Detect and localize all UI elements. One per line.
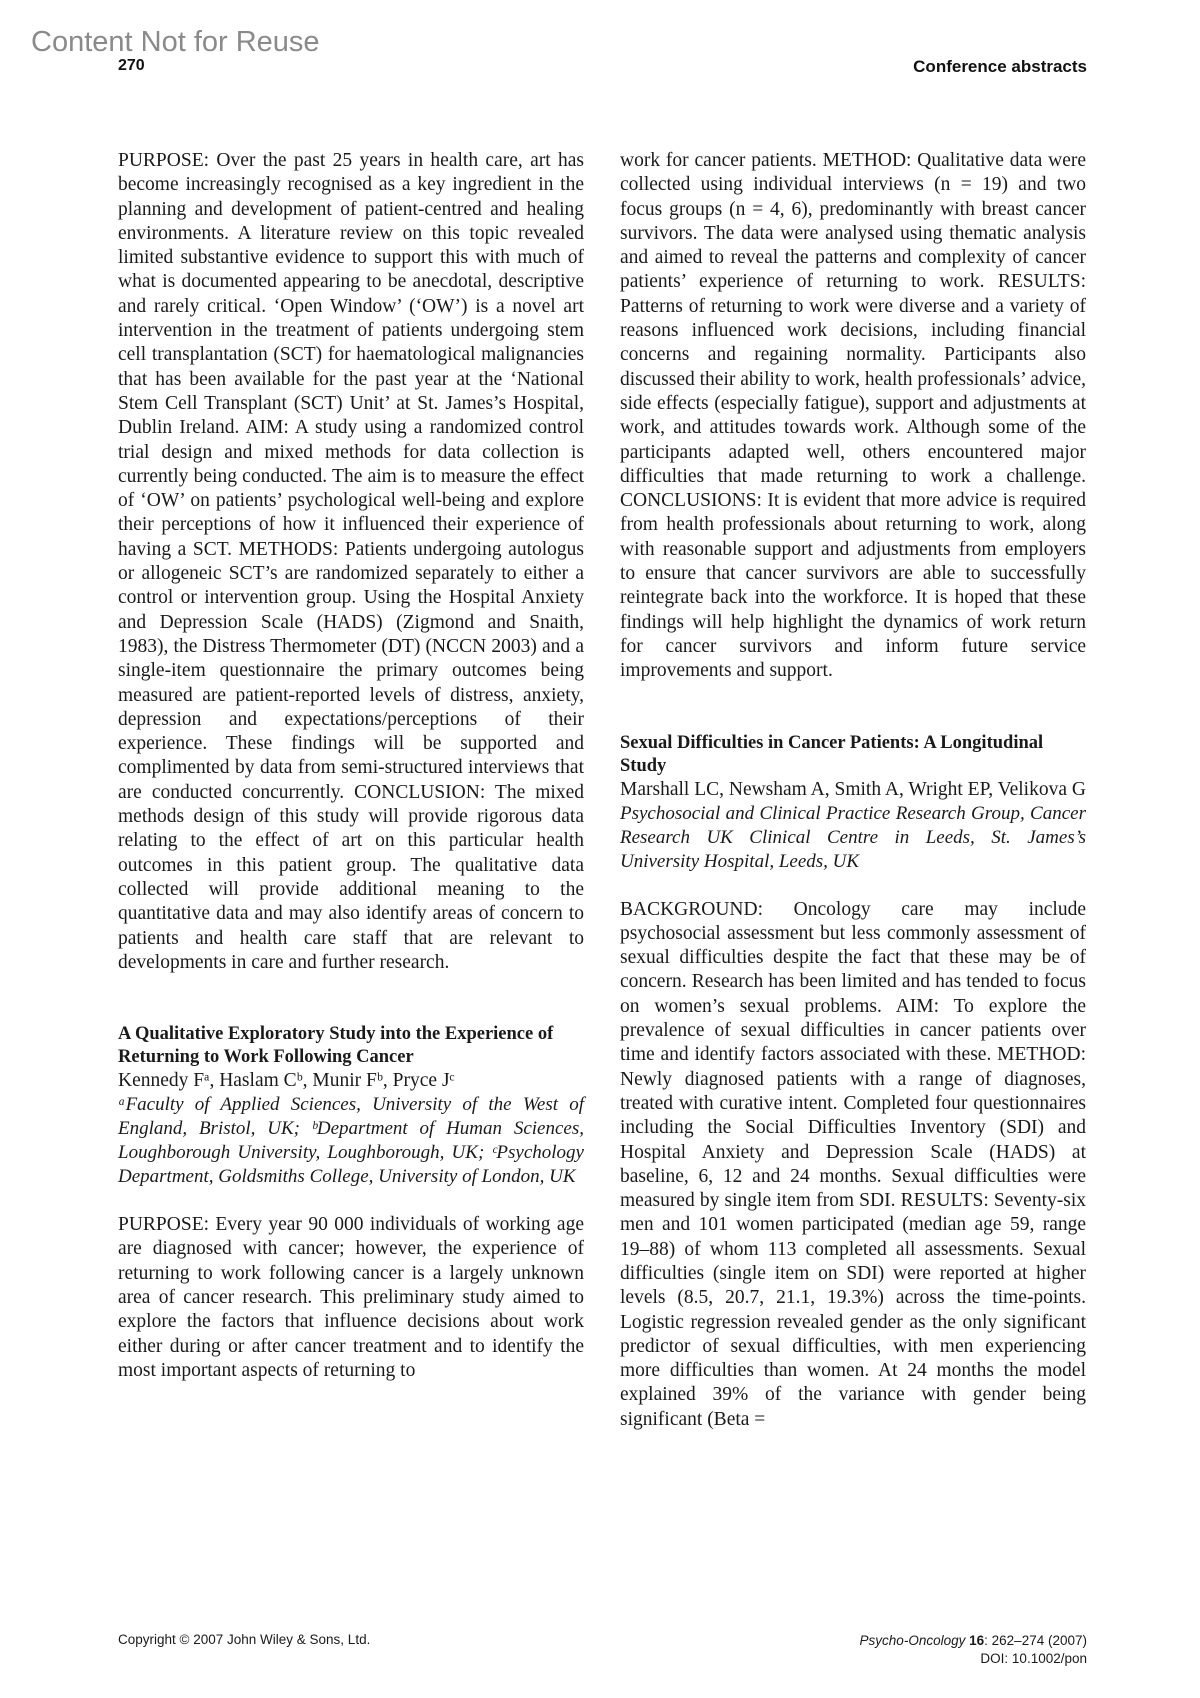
journal-pages: : 262–274 (2007) (984, 1633, 1087, 1648)
article-affiliations: ᵃFaculty of Applied Sciences, University of the West of England, Bristol, UK; ᵇDepartment of Human Sciences, Loughborough University, Loughborough, UK; ᶜPsychology Department, Goldsmiths College, University of London, UK (118, 1094, 584, 1188)
article-body: BACKGROUND: Oncology care may include psychosocial assessment but less commonly assessment of sexual difficulties despite the fact that these may be of concern. Research has been limited and has tended to focus on women’s sexual problems. AIM: To explore the prevalence of sexual difficulties in cancer patients over time and identify factors associated with these. METHOD: Newly diagnosed patients with a range of diagnoses, treated with curative intent. Completed four questionnaires including the Social Difficulties Inventory (SDI) and Hospital Anxiety and Depression Scale (HADS) at baseline, 6, 12 and 24 months. Sexual difficulties were measured by single item from SDI. RESULTS: Seventy-six men and 101 women participated (median age 59, range 19–88) of whom 113 completed all assessments. Sexual difficulties (single item on SDI) were reported at higher levels (8.5, 20.7, 21.1, 19.3%) across the time-points. Logistic regression revealed gender as the only significant predictor of sexual difficulties, with men experiencing more difficulties than women. At 24 months the model explained 39% of the variance with gender being significant (Beta = (620, 898, 1086, 1430)
journal-name: Psycho-Oncology (859, 1633, 966, 1648)
article-body: PURPOSE: Every year 90 000 individuals of working age are diagnosed with cancer; however, the experience of returning to work following cancer is a largely unknown area of cancer research. This preliminary study aimed to explore the factors that influence decisions about work either during or after cancer treatment and to identify the most important aspects of returning to (118, 1214, 584, 1381)
article-authors: Marshall LC, Newsham A, Smith A, Wright EP, Velikova G (620, 778, 1086, 800)
article-title: A Qualitative Exploratory Study into the Experience of Returning to Work Following Cancer (118, 1024, 554, 1068)
doi: DOI: 10.1002/pon (980, 1651, 1087, 1666)
watermark: Content Not for Reuse (31, 26, 320, 58)
article-title: Sexual Difficulties in Cancer Patients: A Longitudinal Study (620, 732, 1044, 776)
article-body-continued: work for cancer patients. METHOD: Qualitative data were collected using individual interviews (n = 19) and two focus groups (n = 4, 6), predominantly with breast cancer survivors. The data were analysed using thematic analysis and aimed to reveal the patterns and complexity of cancer patients’ experience of returning to work. RESULTS: Patterns of returning to work were diverse and a variety of reasons influenced work decisions, including financial concerns and regaining normality. Participants also discussed their ability to work, health professionals’ advice, side effects (especially fatigue), support and adjustments at work, and attitudes towards work. Although some of the participants adapted well, others encountered major difficulties that made returning to work a challenge. CONCLUSIONS: It is evident that more advice is required from health professionals about returning to work, along with reasonable support and adjustments from employers to ensure that cancer survivors are able to successfully reintegrate back into the workforce. It is hoped that these findings will help highlight the dynamics of work return for cancer survivors and inform future service improvements and support. (620, 150, 1086, 682)
journal-citation (860, 1632, 1087, 1668)
copyright-notice: Copyright © 2007 John Wiley & Sons, Ltd. (118, 1632, 371, 1647)
left-column (118, 149, 584, 1383)
abstract-return-to-work (118, 1023, 584, 1383)
abstract-sexual-difficulties (620, 732, 1086, 1433)
journal-volume: 16 (969, 1633, 985, 1648)
continued-abstract: PURPOSE: Over the past 25 years in health care, art has become increasingly recognised as a key ingredient in the planning and development of patient-centred and healing environments. A literature review on this topic revealed limited substantive evidence to support this with much of what is documented appearing to be anecdotal, descriptive and rarely critical. ‘Open Window’ (‘OW’) is a novel art intervention in the treatment of patients undergoing stem cell transplantation (SCT) for haematological malignancies that has been available for the past year at the ‘National Stem Cell Transplant (SCT) Unit’ at St. James’s Hospital, Dublin Ireland. AIM: A study using a randomized control trial design and mixed methods for data collection is currently being conducted. The aim is to measure the effect of ‘OW’ on patients’ psychological well-being and explore their perceptions of how it influenced their experience of having a SCT. METHODS: Patients undergoing autologus or allogeneic SCT’s are randomized separately to either a control or intervention group. Using the Hospital Anxiety and Depression Scale (HADS) (Zigmond and Snaith, 1983), the Distress Thermometer (DT) (NCCN 2003) and a single-item questionnaire the primary outcomes being measured are patient-reported levels of distress, anxiety, depression and expectations/perceptions of their experience. These findings will be supported and complimented by data from semi-structured interviews that are conducted concurrently. CONCLUSION: The mixed methods design of this study will provide rigorous data relating to the effect of art on this particular health outcomes in this patient group. The qualitative data collected will provide additional meaning to the quantitative data and may also identify areas of concern to patients and health care staff that are relevant to developments in care and further research. (118, 150, 584, 973)
running-title: Conference abstracts (913, 57, 1087, 76)
page-number: 270 (118, 57, 145, 74)
right-column (620, 149, 1086, 1432)
article-authors: Kennedy Fᵃ, Haslam Cᵇ, Munir Fᵇ, Pryce Jᶜ (118, 1070, 455, 1092)
article-affiliations: Psychosocial and Clinical Practice Research Group, Cancer Research UK Clinical Centre in Leeds, St. James’s University Hospital, Leeds, UK (620, 802, 1086, 872)
